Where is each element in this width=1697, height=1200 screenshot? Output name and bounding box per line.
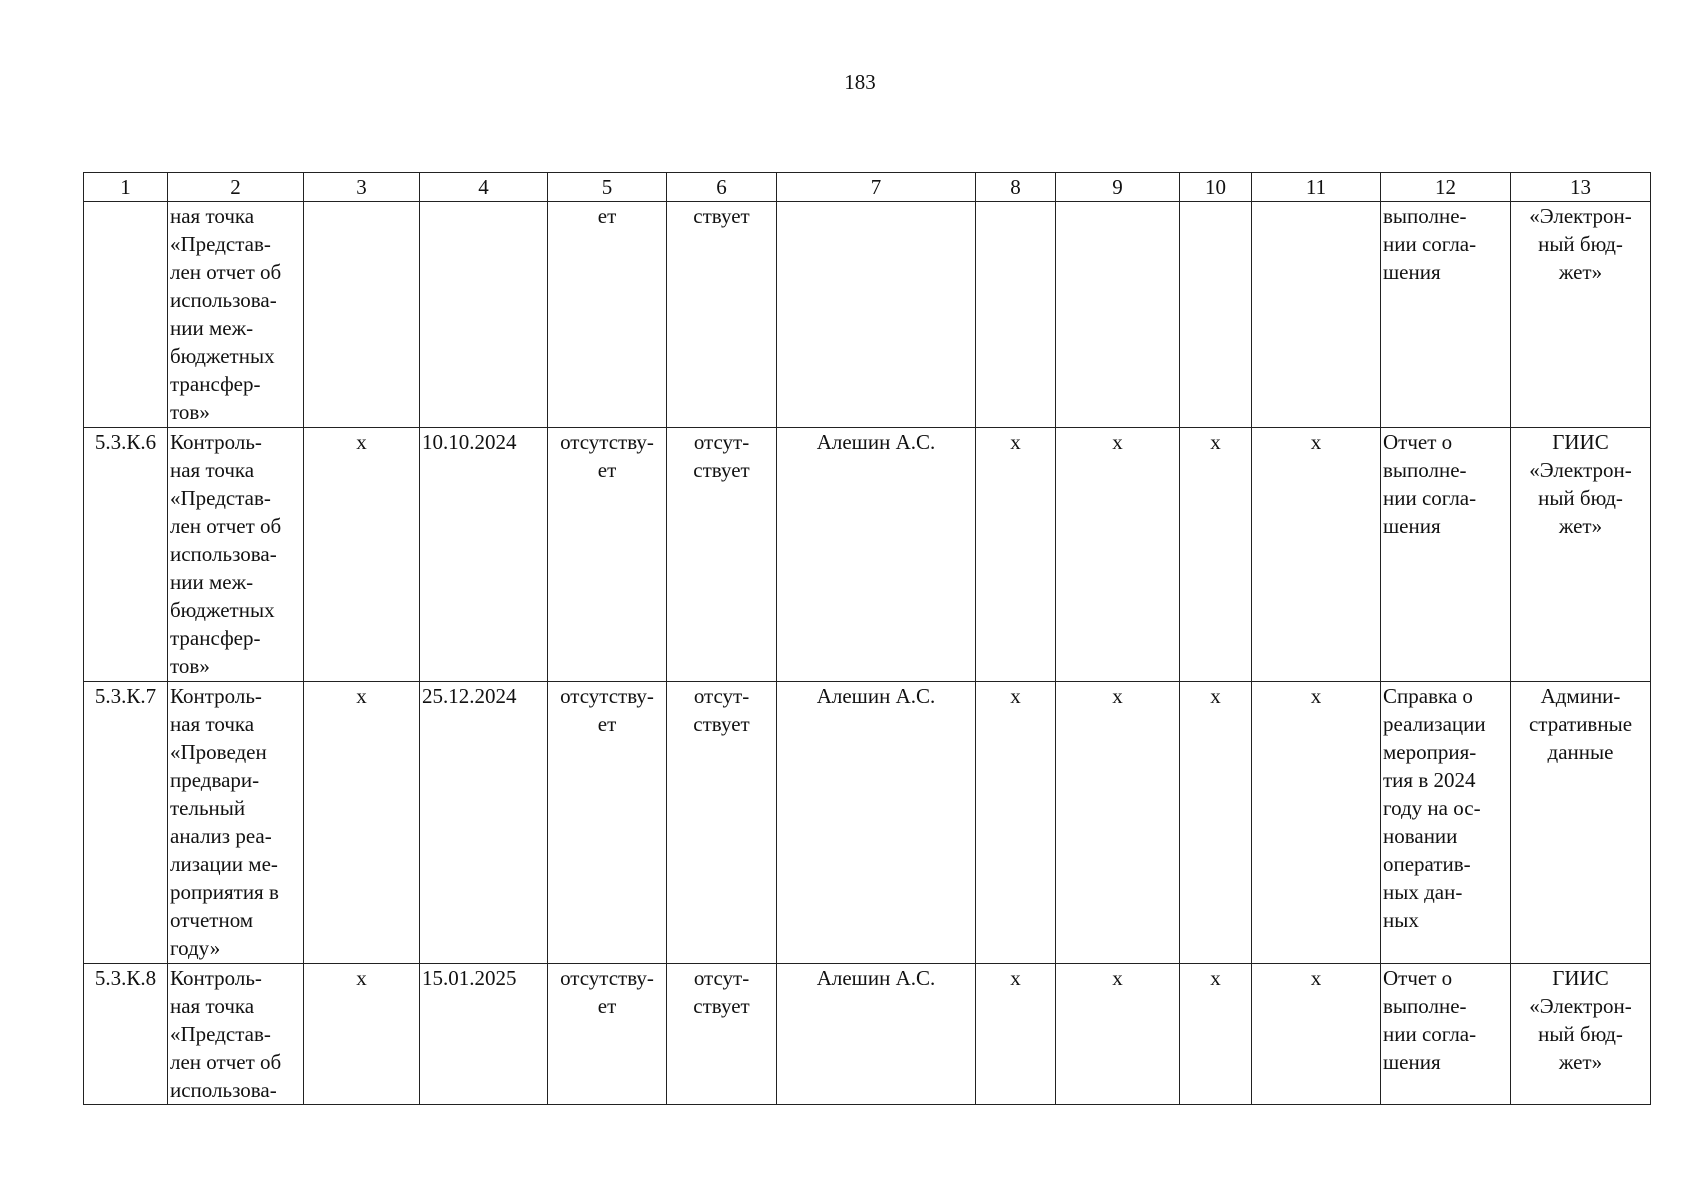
- document-type: Справка о реализации мероприя- тия в 2024 году на ос- новании оператив- ных дан- ных: [1381, 682, 1511, 964]
- column-header: 11: [1252, 173, 1381, 202]
- cell-col-10: х: [1180, 682, 1252, 964]
- column-header: 5: [548, 173, 667, 202]
- table-header-row: [84, 173, 1651, 202]
- cell-col-11: х: [1252, 682, 1381, 964]
- document-type: Отчет о выполне- нии согла- шения: [1381, 428, 1511, 682]
- row-id: 5.3.К.7: [84, 682, 168, 964]
- column-header: 13: [1511, 173, 1651, 202]
- cell-col-3: [304, 202, 420, 428]
- document-type: Отчет о выполне- нии согла- шения: [1381, 964, 1511, 1105]
- cell-col-10: [1180, 202, 1252, 428]
- cell-col-10: х: [1180, 964, 1252, 1105]
- responsible-person: Алешин А.С.: [777, 428, 976, 682]
- responsible-person: Алешин А.С.: [777, 682, 976, 964]
- row-id: 5.3.К.6: [84, 428, 168, 682]
- document-type: выполне- нии согла- шения: [1381, 202, 1511, 428]
- cell-col-5: отсутству- ет: [548, 428, 667, 682]
- cell-col-11: х: [1252, 964, 1381, 1105]
- cell-col-9: х: [1056, 682, 1180, 964]
- row-id: 5.3.К.8: [84, 964, 168, 1105]
- information-system: «Электрон- ный бюд- жет»: [1511, 202, 1651, 428]
- cell-col-5: отсутству- ет: [548, 964, 667, 1105]
- responsible-person: Алешин А.С.: [777, 964, 976, 1105]
- cell-col-3: х: [304, 428, 420, 682]
- cell-col-8: [976, 202, 1056, 428]
- cell-col-6: отсут- ствует: [667, 428, 777, 682]
- cell-col-8: х: [976, 428, 1056, 682]
- due-date: [420, 202, 548, 428]
- cell-col-9: [1056, 202, 1180, 428]
- column-header: 10: [1180, 173, 1252, 202]
- column-header: 12: [1381, 173, 1511, 202]
- checkpoint-name: Контроль- ная точка «Представ- лен отчет об использова-: [168, 964, 304, 1105]
- cell-col-6: ствует: [667, 202, 777, 428]
- page-number: 183: [844, 70, 876, 94]
- events-table: [83, 172, 1651, 1105]
- cell-col-8: х: [976, 964, 1056, 1105]
- cell-col-6: отсут- ствует: [667, 964, 777, 1105]
- cell-col-11: х: [1252, 428, 1381, 682]
- column-header: 1: [84, 173, 168, 202]
- table-row: [84, 428, 1651, 682]
- column-header: 9: [1056, 173, 1180, 202]
- information-system: Админи- стративные данные: [1511, 682, 1651, 964]
- table-row: [84, 682, 1651, 964]
- column-header: 4: [420, 173, 548, 202]
- table-row: [84, 964, 1651, 1105]
- row-id: [84, 202, 168, 428]
- cell-col-9: х: [1056, 964, 1180, 1105]
- due-date: 10.10.2024: [420, 428, 548, 682]
- cell-col-3: х: [304, 682, 420, 964]
- due-date: 25.12.2024: [420, 682, 548, 964]
- table-row: [84, 202, 1651, 428]
- cell-col-10: х: [1180, 428, 1252, 682]
- column-header: 6: [667, 173, 777, 202]
- cell-col-11: [1252, 202, 1381, 428]
- information-system: ГИИС «Электрон- ный бюд- жет»: [1511, 428, 1651, 682]
- cell-col-5: отсутству- ет: [548, 682, 667, 964]
- checkpoint-name: Контроль- ная точка «Проведен предвари- тельный анализ реа- лизации ме- роприятия в отчетном году»: [168, 682, 304, 964]
- column-header: 3: [304, 173, 420, 202]
- column-header: 7: [777, 173, 976, 202]
- cell-col-5: ет: [548, 202, 667, 428]
- cell-col-6: отсут- ствует: [667, 682, 777, 964]
- due-date: 15.01.2025: [420, 964, 548, 1105]
- checkpoint-name: ная точка «Представ- лен отчет об использова- нии меж- бюджетных трансфер- тов»: [168, 202, 304, 428]
- cell-col-3: х: [304, 964, 420, 1105]
- responsible-person: [777, 202, 976, 428]
- column-header: 2: [168, 173, 304, 202]
- column-header: 8: [976, 173, 1056, 202]
- cell-col-9: х: [1056, 428, 1180, 682]
- cell-col-8: х: [976, 682, 1056, 964]
- checkpoint-name: Контроль- ная точка «Представ- лен отчет об использова- нии меж- бюджетных трансфер- тов»: [168, 428, 304, 682]
- information-system: ГИИС «Электрон- ный бюд- жет»: [1511, 964, 1651, 1105]
